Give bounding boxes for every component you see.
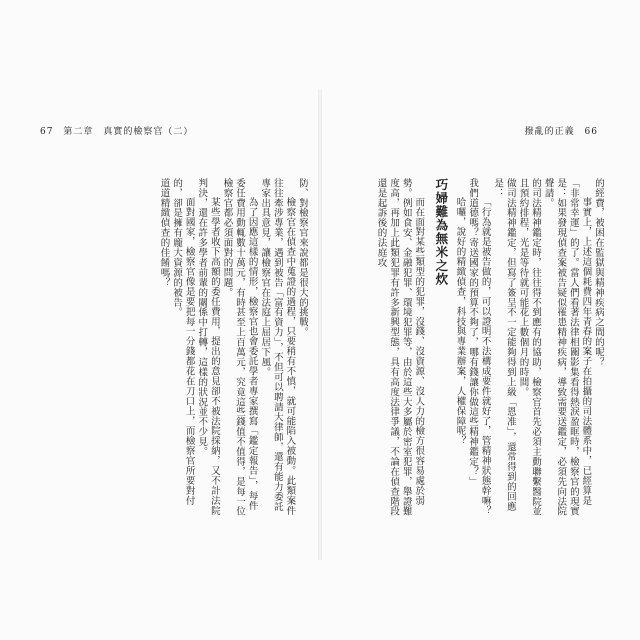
quote-paragraph: 「行為就是被告做的，可以證明不法構成要件就好了，管精神狀態幹嘛？我們道德嗎？寄送國家的預算不夠了，哪有錢讓你做這些精神鑑定？」 (467, 178, 491, 516)
right-page-body (356, 178, 604, 518)
section-title: 巧婦難為無米之炊 (433, 178, 449, 286)
paragraph: 為了因應這樣的情形，檢察官也會委託學者專家撰寫「鑑定報告」，每件委任費用動輒數十萬元，有時甚至上百萬元，究竟這些錢值不值得，是每一位檢察官都必須面對的問題。 (221, 178, 258, 517)
left-page-header (34, 124, 193, 137)
paragraph: 的司法精神鑑定時，往往得不到應有的協助，檢察官首先必須主動聯繫醫院並且預約排程，光是等待就可能花上數個月的時間。 (517, 178, 542, 517)
right-page-header (525, 124, 604, 137)
paragraph: 某些學者收下高額的委任費用，提出的意見卻不被法院採納，又不計法院判決，還在許多學者前輩的關係中打轉，這樣的狀況並不少見。 (196, 178, 220, 516)
paragraph: 防、對檢察官來說都是很大的挑戰。 (297, 178, 308, 338)
paragraph: 檢察官在偵查中蒐證的過程，只要稍有不慎，就可能陷入被動。此類案件往往牽涉專業，遇到被告「富有資力」，不但可以聘請大律師，還有能力委託專家出具意見，讓檢察官在法庭上屈居下風。 (259, 178, 296, 516)
paragraph: 道道精緻偵查的佳餚嗎？ (158, 178, 170, 288)
right-running-title: 撥亂的正義 (524, 127, 575, 137)
paragraph: 做司法精神鑑定，但寫了簽呈不一定能夠得到上級「恩准」，還常得到的回應是： (492, 178, 516, 512)
paragraph: 而在面對某些類型的犯罪，沒錢、沒資源、沒人力的檢方很容易處於弱勢。例如食安、金融犯罪、環境犯罪等，由於這些大多屬於密室犯罪，舉證難度高，再加上此類犯罪有許多新興型態，具有高度法律爭議，不論在偵查階段還是起訴後的法庭攻 (375, 178, 425, 517)
paragraph: 的經費，被困在監獄與精神疾病之間的呢？ (593, 178, 604, 368)
left-page-body (20, 178, 308, 518)
left-page-number: 67 (40, 127, 54, 137)
paragraph: 哈囉，說好的精緻偵查，科技與專業辦案，人權保障呢？ (454, 197, 466, 446)
paragraph: 事實上，上述這個耗費四年青春的案子在拍攝的司法體系中，已經算是「非常幸運」的了。當人們看著法律相關影集看得熱淚盈眶時，檢察官的現實是：如果發現偵查案被告疑似罹患精神疾病，導致需要送鑑定，必須先向法院聲請。 (542, 178, 592, 517)
paragraph: 面對國家，檢察官像是要把每一分錢都花在刀口上，而檢察官所要對付的，卻是擁有龐大資源的被告。 (171, 178, 195, 506)
left-chapter-label: 第二章 真實的檢察官（二） (63, 127, 194, 137)
right-page-number: 66 (584, 127, 598, 137)
